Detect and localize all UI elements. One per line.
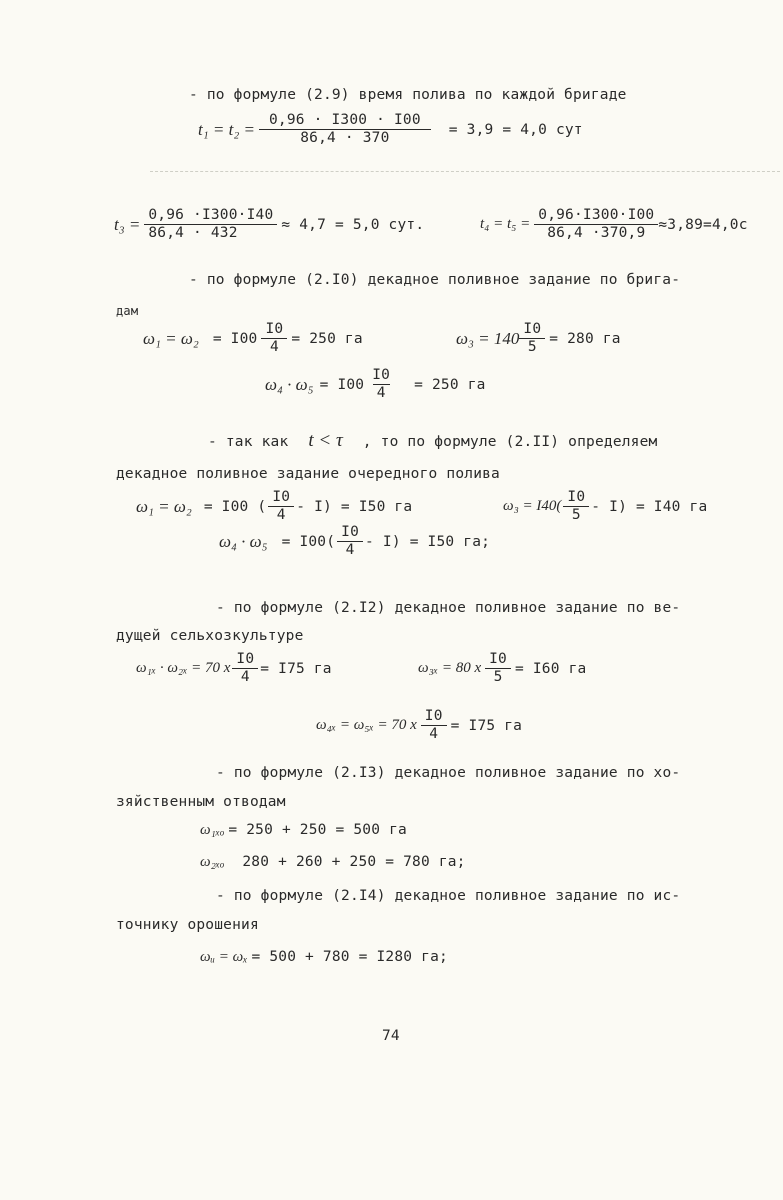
- numerator: 0,96 ·I300·I40: [144, 207, 277, 225]
- numerator: I0: [268, 489, 294, 507]
- fraction: [268, 489, 294, 525]
- page-number: 74: [382, 1028, 400, 1044]
- formula-lhs: ωᵤ = ωₓ: [200, 949, 248, 965]
- denominator: 5: [493, 669, 503, 686]
- formula-rhs: = I60 га: [514, 660, 587, 677]
- formula-lhs: ω₁ₓₒ: [200, 822, 225, 838]
- formula-rhs: = 250 + 250 = 500 га: [228, 822, 407, 838]
- fraction: [534, 207, 658, 243]
- paragraph-continuation: дущей сельхозкультуре: [116, 628, 304, 644]
- formula-rhs: = 3,9 = 4,0 сут: [448, 121, 583, 138]
- fraction: [259, 112, 431, 148]
- numerator: 0,96·I300·I00: [534, 207, 658, 225]
- formula-t1-t2: [198, 112, 583, 148]
- formula-wu: [200, 949, 448, 966]
- numerator: 0,96 · I300 · I00: [259, 112, 431, 130]
- formula-w3: [456, 321, 621, 357]
- paragraph-continuation: декадное поливное задание очередного полива: [116, 466, 500, 482]
- formula-rhs: ≈3,89=4,0с: [658, 216, 748, 233]
- formula-lhs: ω₃ = 140: [456, 328, 520, 348]
- denominator: 4: [373, 384, 390, 402]
- formula-rhs: - I) = I40 га: [591, 498, 708, 515]
- paragraph-continuation: точнику орошения: [116, 917, 259, 933]
- fraction: [519, 321, 545, 357]
- numerator: I0: [563, 489, 589, 507]
- formula-mid: = I00: [319, 376, 365, 393]
- fraction: [563, 489, 589, 525]
- numerator: I0: [337, 524, 363, 542]
- formula-w3-next: [503, 489, 707, 525]
- formula-rhs: = 500 + 780 = I280 га;: [251, 949, 448, 965]
- denominator: 4: [240, 669, 250, 686]
- formula-w4-w5: [265, 367, 486, 403]
- formula-w1-w2: [143, 321, 363, 357]
- fraction: [144, 207, 277, 243]
- fraction: [261, 321, 287, 357]
- formula-rhs: 280 + 260 + 250 = 780 га;: [242, 854, 466, 870]
- paragraph-formula-2-11-intro: [208, 430, 657, 452]
- formula-w1-w2-next: [136, 489, 412, 525]
- numerator: I0: [261, 321, 287, 339]
- formula-lhs: ω₁ₓ · ω₂ₓ = 70 x: [136, 660, 231, 677]
- paragraph-formula-2-14-intro: - по формуле (2.I4) декадное поливное задание по ис-: [216, 888, 681, 904]
- paragraph-formula-2-10-intro: - по формуле (2.I0) декадное поливное задание по брига-: [189, 272, 681, 288]
- text: - так как: [208, 434, 289, 450]
- paragraph-continuation: дам: [116, 304, 139, 318]
- denominator: 86,4 ·370,9: [547, 225, 646, 242]
- formula-rhs: - I) = I50 га: [296, 498, 413, 515]
- formula-rhs: = I75 га: [260, 660, 332, 677]
- paragraph-continuation: зяйственным отводам: [116, 794, 286, 810]
- denominator: 4: [345, 542, 355, 559]
- denominator: 86,4 · 432: [148, 225, 238, 242]
- paragraph-formula-2-9-intro: - по формуле (2.9) время полива по каждой бригаде: [189, 87, 627, 103]
- formula-w2xo: [200, 854, 466, 871]
- formula-t4-t5: [480, 207, 748, 243]
- formula-w3x: [418, 651, 586, 687]
- formula-rhs: = 250 га: [291, 330, 363, 347]
- numerator: I0: [485, 651, 511, 669]
- formula-rhs: = 280 га: [549, 330, 621, 347]
- formula-w4x-w5x: [316, 708, 522, 744]
- formula-lhs: ω₄ · ω₅: [265, 374, 314, 394]
- condition: t < τ: [308, 430, 343, 451]
- fraction: [337, 524, 363, 560]
- formula-w1x-w2x: [136, 651, 332, 687]
- faint-divider-line: [150, 171, 780, 172]
- fraction: [232, 651, 258, 687]
- numerator: I0: [232, 651, 258, 669]
- numerator: I0: [519, 321, 545, 339]
- denominator: 4: [276, 507, 286, 524]
- formula-rhs: - I) = I50 га;: [365, 533, 491, 550]
- formula-lhs: ω₁ = ω₂: [143, 328, 199, 348]
- formula-mid: = I00: [212, 330, 258, 347]
- formula-lhs: ω₃ₓ = 80 x: [418, 660, 482, 677]
- formula-lhs: ω₃ = I40(: [503, 498, 562, 515]
- formula-lhs: t₄ = t₅ =: [480, 216, 531, 233]
- text: , то по формуле (2.II) определяем: [362, 434, 658, 450]
- formula-w4-w5-next: [219, 524, 490, 560]
- denominator: 4: [269, 339, 279, 356]
- formula-w1xo: [200, 822, 407, 839]
- formula-lhs: ω₄ · ω₅: [219, 531, 268, 551]
- denominator: 5: [571, 507, 581, 524]
- formula-t3: [114, 207, 424, 243]
- formula-lhs: ω₄ₓ = ω₅ₓ = 70 x: [316, 717, 417, 734]
- formula-rhs: = 250 га: [414, 376, 486, 393]
- formula-rhs: ≈ 4,7 = 5,0 сут.: [281, 216, 425, 233]
- fraction: [368, 367, 394, 403]
- formula-rhs: = I75 га: [450, 717, 523, 734]
- denominator: 86,4 · 370: [300, 130, 390, 147]
- denominator: 5: [527, 339, 537, 356]
- paragraph-formula-2-12-intro: - по формуле (2.I2) декадное поливное задание по ве-: [216, 600, 681, 616]
- formula-lhs: ω₂ₓₒ: [200, 854, 225, 870]
- formula-mid: = I00 (: [203, 498, 267, 515]
- formula-lhs: t₁ = t₂ =: [198, 119, 255, 139]
- numerator: I0: [421, 708, 447, 726]
- numerator: I0: [372, 367, 391, 383]
- denominator: 4: [429, 726, 439, 743]
- formula-mid: = I00(: [281, 533, 336, 550]
- fraction: [421, 708, 447, 744]
- paragraph-formula-2-13-intro: - по формуле (2.I3) декадное поливное задание по хо-: [216, 765, 681, 781]
- formula-lhs: ω₁ = ω₂: [136, 496, 192, 516]
- formula-lhs: t₃ =: [114, 214, 141, 234]
- fraction: [485, 651, 511, 687]
